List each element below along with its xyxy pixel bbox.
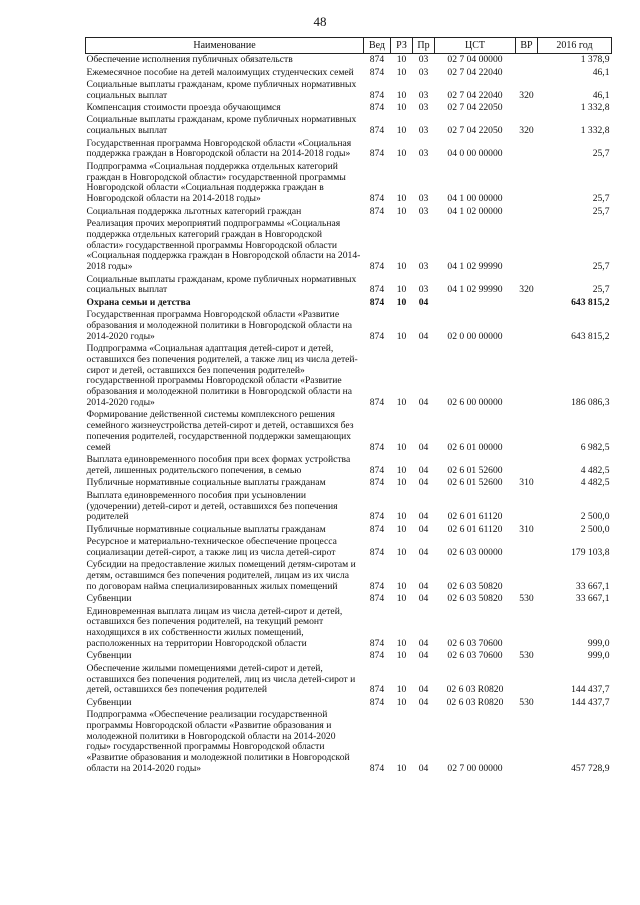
cell-name: Публичные нормативные социальные выплаты гражданам (86, 477, 326, 489)
cell-pr: 04 (418, 546, 429, 558)
cell-amount: 186 086,3 (571, 397, 610, 409)
cell-cst: 02 6 03 R0820 (446, 696, 504, 708)
cell-vr: 530 (519, 696, 534, 708)
cell-rz: 10 (396, 54, 407, 66)
cell-pr: 03 (418, 102, 429, 114)
cell-pr: 03 (418, 54, 429, 66)
cell-cst: 02 6 03 R0820 (446, 684, 504, 696)
cell-vr (516, 709, 538, 775)
cell-vr (516, 138, 538, 161)
cell-cst: 04 1 02 00000 (447, 205, 503, 217)
cell-amount: 46,1 (592, 89, 610, 101)
cell-rz: 10 (396, 284, 407, 296)
cell-amount: 25,7 (592, 148, 610, 160)
cell-name: Субвенции (86, 650, 132, 662)
cell-name: Ресурсное и материально-техническое обеспечение процесса социализации детей-сирот, а также лиц из числа детей-сирот (86, 536, 337, 558)
cell-ved: 874 (369, 650, 385, 662)
cell-vr (516, 297, 538, 309)
cell-vr (516, 536, 538, 559)
cell-rz: 10 (396, 89, 407, 101)
cell-ved: 874 (369, 125, 385, 137)
cell-pr: 03 (418, 284, 429, 296)
page-number: 48 (313, 14, 327, 29)
cell-ved: 874 (369, 193, 385, 205)
cell-pr: 04 (418, 593, 429, 605)
cell-cst: 02 6 03 70600 (447, 638, 503, 650)
cell-vr (516, 218, 538, 274)
cell-rz: 10 (396, 696, 407, 708)
cell-vr (516, 309, 538, 343)
cell-pr: 04 (418, 465, 429, 477)
header-cst: ЦСТ (435, 38, 516, 54)
header-ved: Вед (364, 38, 391, 54)
cell-cst: 02 7 04 00000 (447, 54, 503, 66)
cell-name: Подпрограмма «Социальная адаптация детей-сирот и детей, оставшихся без попечения родителей, а также лиц из числа детей-сирот и детей, оставшихся без попечения родителей» государственной программы Новгородской области «Развитие образования и молодежной политики в Новгородской области на 2014-2020 годы» (86, 343, 358, 409)
cell-vr (516, 490, 538, 524)
cell-cst: 02 6 01 00000 (447, 441, 503, 453)
cell-vr (516, 67, 538, 79)
cell-rz: 10 (396, 66, 407, 78)
cell-cst: 02 6 01 61120 (447, 511, 503, 523)
cell-cst: 02 0 00 00000 (447, 330, 503, 342)
cell-ved: 874 (369, 477, 385, 489)
cell-cst: 04 0 00 00000 (447, 148, 503, 160)
cell-amount: 4 482,5 (580, 477, 610, 489)
cell-ved: 874 (369, 696, 385, 708)
cell-rz: 10 (396, 397, 407, 409)
cell-ved: 874 (369, 102, 385, 114)
budget-table (85, 37, 612, 775)
cell-pr: 04 (418, 330, 429, 342)
table-row (86, 138, 612, 161)
cell-name: Социальные выплаты гражданам, кроме публичных нормативных социальных выплат (86, 273, 357, 296)
table-row (86, 697, 612, 709)
cell-name: Выплата единовременного пособия при усыновлении (удочерении) детей-сирот и детей, оставшихся без попечения родителей (86, 489, 338, 523)
cell-vr (516, 559, 538, 593)
cell-cst: 04 1 00 00000 (447, 193, 503, 205)
cell-cst: 02 7 04 22040 (447, 89, 503, 101)
table-row (86, 274, 612, 297)
cell-cst: 02 6 03 00000 (447, 546, 503, 558)
table-row (86, 536, 612, 559)
cell-ved: 874 (369, 66, 385, 78)
cell-cst: 02 6 03 50820 (447, 580, 503, 592)
table-row (86, 343, 612, 409)
cell-vr: 320 (519, 89, 534, 101)
table-header (86, 38, 612, 54)
cell-amount: 4 482,5 (580, 465, 610, 477)
table-row (86, 709, 612, 775)
cell-name: Компенсация стоимости проезда обучающимся (86, 102, 281, 114)
cell-rz: 10 (396, 125, 407, 137)
cell-ved: 874 (369, 546, 385, 558)
table-row (86, 114, 612, 137)
cell-amount: 25,7 (592, 284, 610, 296)
cell-name: Публичные нормативные социальные выплаты гражданам (86, 523, 326, 535)
cell-ved: 874 (369, 441, 385, 453)
cell-vr (516, 409, 538, 454)
cell-name: Единовременная выплата лицам из числа детей-сирот и детей, оставшихся без попечения родителей, на текущий ремонт находящихся в их собственности жилых помещений, расположенных на территории Новгородской области (86, 605, 343, 650)
cell-name: Социальные выплаты гражданам, кроме публичных нормативных социальных выплат (86, 114, 357, 137)
cell-amount: 999,0 (587, 638, 610, 650)
cell-pr: 04 (418, 684, 429, 696)
cell-rz: 10 (396, 193, 407, 205)
cell-pr: 04 (418, 763, 429, 775)
table-row (86, 79, 612, 102)
table-body (86, 54, 612, 776)
cell-pr: 03 (418, 261, 429, 273)
table-row (86, 490, 612, 524)
cell-name: Социальная поддержка льготных категорий граждан (86, 205, 302, 217)
cell-amount: 179 103,8 (571, 546, 610, 558)
cell-rz: 10 (396, 330, 407, 342)
cell-name: Ежемесячное пособие на детей малоимущих студенческих семей (86, 66, 354, 78)
cell-ved: 874 (369, 284, 385, 296)
table-row (86, 102, 612, 114)
cell-rz: 10 (396, 205, 407, 217)
cell-pr: 03 (418, 205, 429, 217)
cell-cst: 02 6 03 70600 (447, 650, 503, 662)
table-row (86, 477, 612, 489)
cell-pr: 04 (418, 296, 429, 308)
table-row (86, 218, 612, 274)
table-row (86, 206, 612, 218)
cell-pr: 03 (418, 193, 429, 205)
cell-amount: 2 500,0 (580, 511, 610, 523)
cell-rz: 10 (396, 546, 407, 558)
cell-rz: 10 (396, 465, 407, 477)
cell-pr: 03 (418, 66, 429, 78)
cell-cst: 04 1 02 99990 (447, 261, 503, 273)
header-pr: Пр (413, 38, 435, 54)
cell-vr: 310 (519, 523, 534, 535)
header-vr: ВР (516, 38, 538, 54)
cell-cst: 02 6 03 50820 (447, 593, 503, 605)
cell-amount: 999,0 (587, 650, 610, 662)
table-row (86, 593, 612, 605)
cell-amount: 25,7 (592, 193, 610, 205)
table-row (86, 409, 612, 454)
cell-amount: 643 815,2 (571, 330, 610, 342)
cell-pr: 03 (418, 89, 429, 101)
cell-ved: 874 (369, 261, 385, 273)
cell-cst: 02 7 04 22040 (447, 66, 503, 78)
cell-rz: 10 (396, 763, 407, 775)
cell-pr: 03 (418, 148, 429, 160)
cell-cst: 02 6 00 00000 (447, 397, 503, 409)
cell-pr: 04 (418, 523, 429, 535)
cell-cst (435, 297, 516, 309)
cell-ved: 874 (369, 593, 385, 605)
cell-rz: 10 (396, 148, 407, 160)
header-name: Наименование (86, 38, 364, 54)
cell-name: Субвенции (86, 593, 132, 605)
cell-ved: 874 (369, 638, 385, 650)
cell-vr: 530 (519, 593, 534, 605)
header-rz: РЗ (391, 38, 413, 54)
cell-amount: 144 437,7 (571, 684, 610, 696)
table-row (86, 663, 612, 697)
cell-rz: 10 (396, 638, 407, 650)
cell-pr: 04 (418, 441, 429, 453)
cell-vr: 320 (519, 284, 534, 296)
cell-rz: 10 (396, 296, 407, 308)
cell-amount: 643 815,2 (571, 296, 610, 308)
table-row (86, 524, 612, 536)
cell-amount: 457 728,9 (571, 763, 610, 775)
budget-table-container (85, 37, 611, 775)
cell-rz: 10 (396, 650, 407, 662)
cell-rz: 10 (396, 580, 407, 592)
cell-vr (516, 161, 538, 206)
table-row (86, 650, 612, 662)
cell-vr (516, 206, 538, 218)
cell-name: Выплата единовременного пособия при всех формах устройства детей, лишенных родительского попечения, в семью (86, 454, 351, 477)
cell-vr (516, 343, 538, 409)
table-row (86, 309, 612, 343)
cell-pr: 04 (418, 638, 429, 650)
cell-ved: 874 (369, 205, 385, 217)
cell-rz: 10 (396, 593, 407, 605)
cell-vr: 530 (519, 650, 534, 662)
cell-ved: 874 (369, 511, 385, 523)
cell-rz: 10 (396, 102, 407, 114)
cell-cst: 04 1 02 99990 (447, 284, 503, 296)
cell-vr (516, 663, 538, 697)
cell-ved: 874 (369, 580, 385, 592)
table-row (86, 606, 612, 651)
cell-pr: 04 (418, 696, 429, 708)
cell-name: Подпрограмма «Социальная поддержка отдельных категорий граждан в Новгородской области» государственной программы Новгородской области «Социальная поддержка граждан в Новгородской области на 2014-2018 годы» (86, 160, 346, 205)
cell-pr: 03 (418, 125, 429, 137)
cell-cst: 02 6 01 52600 (447, 465, 503, 477)
cell-ved: 874 (369, 684, 385, 696)
cell-cst: 02 7 00 00000 (447, 763, 503, 775)
cell-amount: 33 667,1 (575, 580, 610, 592)
cell-ved: 874 (369, 465, 385, 477)
cell-ved: 874 (369, 54, 385, 66)
cell-rz: 10 (396, 477, 407, 489)
cell-amount: 1 378,9 (580, 54, 610, 66)
cell-name: Обеспечение исполнения публичных обязательств (86, 54, 293, 66)
cell-cst: 02 7 04 22050 (447, 125, 503, 137)
cell-vr: 310 (519, 477, 534, 489)
table-row (86, 559, 612, 593)
cell-ved: 874 (369, 296, 385, 308)
cell-amount: 2 500,0 (580, 523, 610, 535)
cell-rz: 10 (396, 441, 407, 453)
cell-ved: 874 (369, 330, 385, 342)
table-row (86, 454, 612, 477)
cell-pr: 04 (418, 511, 429, 523)
cell-vr (516, 606, 538, 651)
cell-vr (516, 454, 538, 477)
cell-cst: 02 6 01 61120 (447, 523, 503, 535)
cell-amount: 1 332,8 (580, 125, 610, 137)
cell-cst: 02 7 04 22050 (447, 102, 503, 114)
cell-amount: 25,7 (592, 205, 610, 217)
cell-ved: 874 (369, 763, 385, 775)
cell-name: Обеспечение жилыми помещениями детей-сирот и детей, оставшихся без попечения родителей, лиц из числа детей-сирот и детей, оставшихся без попечения родителей (86, 662, 356, 696)
cell-ved: 874 (369, 89, 385, 101)
cell-amount: 1 332,8 (580, 102, 610, 114)
cell-name: Государственная программа Новгородской области «Развитие образования и молодежной политики в Новгородской области на 2014-2020 годы» (86, 309, 353, 342)
cell-ved: 874 (369, 523, 385, 535)
table-row (86, 67, 612, 79)
cell-cst: 02 6 01 52600 (447, 477, 503, 489)
cell-rz: 10 (396, 511, 407, 523)
cell-pr: 04 (418, 477, 429, 489)
header-year: 2016 год (538, 38, 612, 54)
cell-amount: 46,1 (592, 66, 610, 78)
table-row (86, 161, 612, 206)
cell-name: Реализация прочих мероприятий подпрограммы «Социальная поддержка отдельных категорий граждан в Новгородской области» государственной программы Новгородской области «Социальная поддержка граждан в Новгородской области на 2014-2018 годы» (86, 217, 361, 273)
cell-pr: 04 (418, 580, 429, 592)
table-row (86, 297, 612, 309)
cell-rz: 10 (396, 261, 407, 273)
cell-name: Охрана семьи и детства (86, 296, 191, 308)
cell-ved: 874 (369, 148, 385, 160)
cell-name: Социальные выплаты гражданам, кроме публичных нормативных социальных выплат (86, 78, 357, 101)
cell-vr (516, 102, 538, 114)
table-row (86, 54, 612, 67)
cell-name: Государственная программа Новгородской области «Социальная поддержка граждан в Новгородской области на 2014-2018 годы» (86, 137, 352, 160)
cell-amount: 6 982,5 (580, 441, 610, 453)
cell-pr: 04 (418, 397, 429, 409)
cell-name: Подпрограмма «Обеспечение реализации государственной программы Новгородской области «Развитие образования и молодежной политики в Новгородской области на 2014-2020 годы» государственной программы Новгородской области «Развитие образования и молодежной политики в Новгородской области на 2014-2020 годы» (86, 709, 350, 775)
cell-rz: 10 (396, 523, 407, 535)
cell-amount: 144 437,7 (571, 696, 610, 708)
cell-amount: 25,7 (592, 261, 610, 273)
cell-vr (516, 54, 538, 67)
cell-rz: 10 (396, 684, 407, 696)
cell-pr: 04 (418, 650, 429, 662)
cell-name: Формирование действенной системы комплексного решения семейного жизнеустройства детей-сирот и детей, оставшихся без попечения родителей, государственной поддержки замещающих семей (86, 409, 354, 453)
cell-name: Субсидии на предоставление жилых помещений детям-сиротам и детям, оставшимся без попечения родителей, лицам из их числа по договорам найма специализированных жилых помещений (86, 559, 356, 592)
cell-name: Субвенции (86, 696, 132, 708)
cell-ved: 874 (369, 397, 385, 409)
cell-vr: 320 (519, 125, 534, 137)
cell-amount: 33 667,1 (575, 593, 610, 605)
